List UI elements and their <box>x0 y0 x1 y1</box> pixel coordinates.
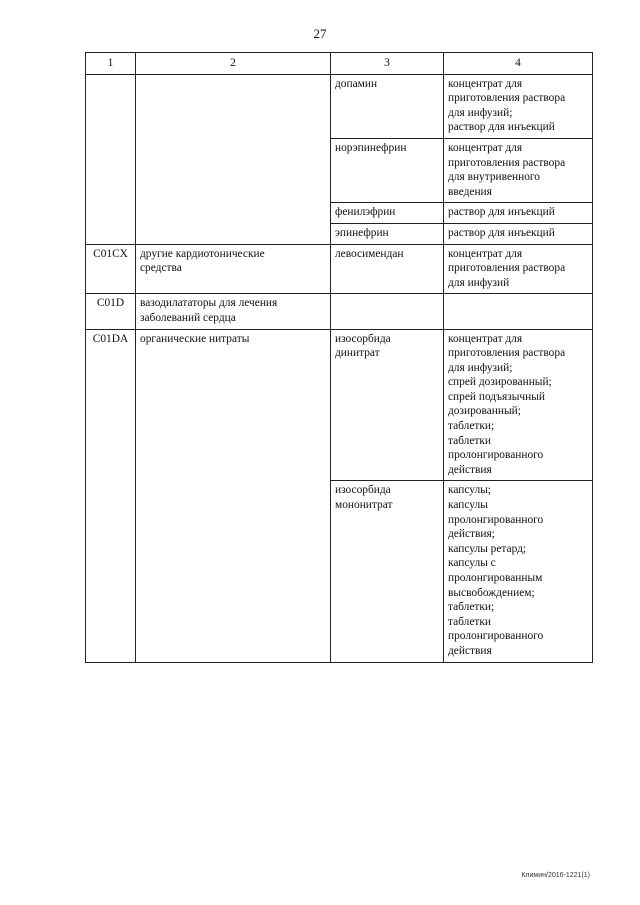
code-cell: C01D <box>86 294 136 329</box>
group-cell: органические нитраты <box>136 329 331 662</box>
table-row <box>86 244 593 294</box>
dosage-form-cell: концентрат для приготовления раствора для инфузий <box>444 244 593 294</box>
drug-name-cell: допамин <box>331 74 444 138</box>
header-col-4: 4 <box>444 53 593 75</box>
table-row <box>86 329 593 481</box>
header-col-2: 2 <box>136 53 331 75</box>
table-header-row <box>86 53 593 75</box>
group-cell: вазодилататоры для лечения заболеваний сердца <box>136 294 331 329</box>
group-cell: другие кардиотонические средства <box>136 244 331 294</box>
drug-name-cell <box>331 294 444 329</box>
code-cell <box>86 74 136 244</box>
page-number: 27 <box>313 26 327 41</box>
group-cell <box>136 74 331 244</box>
code-cell: C01CX <box>86 244 136 294</box>
drug-name-cell: изосорбида мононитрат <box>331 481 444 662</box>
dosage-form-cell: концентрат для приготовления раствора для инфузий; раствор для инъекций <box>444 74 593 138</box>
header-col-3: 3 <box>331 53 444 75</box>
drug-name-cell: норэпинефрин <box>331 138 444 202</box>
drug-name-cell: эпинефрин <box>331 223 444 244</box>
dosage-form-cell: концентрат для приготовления раствора для инфузий; спрей дозированный; спрей подъязычный дозированный; таблетки; таблетки пролонгированного действия <box>444 329 593 481</box>
drug-list-table <box>85 52 593 663</box>
dosage-form-cell: капсулы; капсулы пролонгированного действия; капсулы ретард; капсулы с пролонгированным высвобождением; таблетки; таблетки пролонгированного действия <box>444 481 593 662</box>
dosage-form-cell: раствор для инъекций <box>444 203 593 224</box>
drug-name-cell: изосорбида динитрат <box>331 329 444 481</box>
drug-name-cell: фенилэфрин <box>331 203 444 224</box>
header-col-1: 1 <box>86 53 136 75</box>
dosage-form-cell: раствор для инъекций <box>444 223 593 244</box>
drug-name-cell: левосимендан <box>331 244 444 294</box>
code-cell: C01DA <box>86 329 136 662</box>
document-footer-code: Климин/2016-1221(1) <box>521 872 590 879</box>
table-row <box>86 294 593 329</box>
dosage-form-cell: концентрат для приготовления раствора для внутривенного введения <box>444 138 593 202</box>
table-row <box>86 74 593 138</box>
dosage-form-cell <box>444 294 593 329</box>
